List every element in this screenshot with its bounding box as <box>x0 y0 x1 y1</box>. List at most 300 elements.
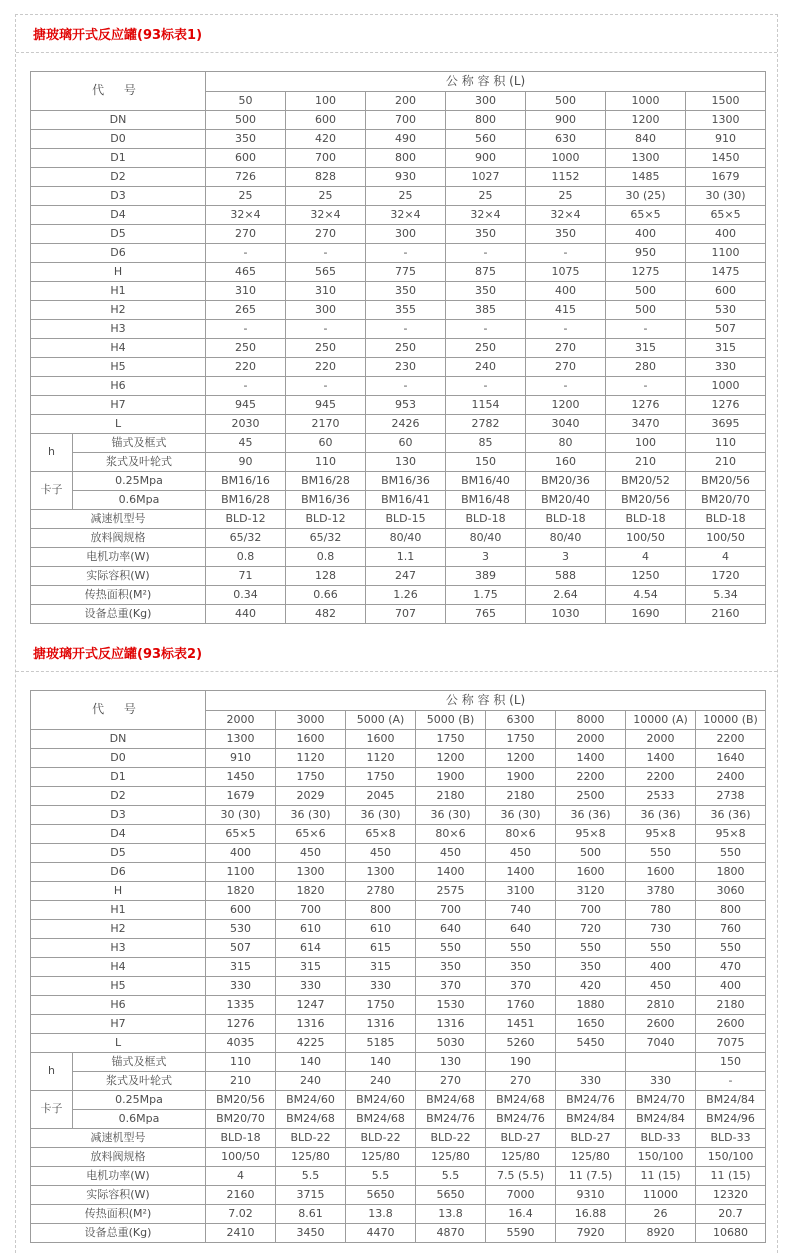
data-cell: 150 <box>446 453 526 472</box>
table-row <box>31 187 766 206</box>
table-row <box>31 920 766 939</box>
data-cell: 400 <box>626 958 696 977</box>
data-cell: 150/100 <box>626 1148 696 1167</box>
row-label: H3 <box>31 320 206 339</box>
data-cell: 250 <box>206 339 286 358</box>
data-cell: 565 <box>286 263 366 282</box>
table-row <box>31 749 766 768</box>
data-cell: 13.8 <box>416 1205 486 1224</box>
data-cell: 2030 <box>206 415 286 434</box>
data-cell: 385 <box>446 301 526 320</box>
data-cell: 3100 <box>486 882 556 901</box>
column-header: 500 <box>526 92 606 111</box>
table-row <box>31 1034 766 1053</box>
data-cell: 30 (30) <box>686 187 766 206</box>
data-cell: 1075 <box>526 263 606 282</box>
data-cell: 1679 <box>206 787 276 806</box>
table-row <box>31 225 766 244</box>
data-cell: 465 <box>206 263 286 282</box>
data-cell: 500 <box>606 301 686 320</box>
data-cell: 350 <box>526 225 606 244</box>
row-label: H7 <box>31 1015 206 1034</box>
data-cell: 550 <box>696 939 766 958</box>
table-row <box>31 168 766 187</box>
corner-header: 代 号 <box>31 691 206 730</box>
data-cell: 300 <box>366 225 446 244</box>
data-cell: 140 <box>276 1053 346 1072</box>
table-row <box>31 977 766 996</box>
table-row <box>31 863 766 882</box>
data-cell: 350 <box>486 958 556 977</box>
data-cell: BM16/36 <box>286 491 366 510</box>
data-cell: 2180 <box>486 787 556 806</box>
data-cell: 310 <box>206 282 286 301</box>
data-cell: BLD-33 <box>626 1129 696 1148</box>
data-cell: 25 <box>446 187 526 206</box>
row-label: 放料阀规格 <box>31 529 206 548</box>
table-row <box>31 939 766 958</box>
data-cell: 315 <box>686 339 766 358</box>
data-cell: BM16/36 <box>366 472 446 491</box>
data-cell: 80×6 <box>486 825 556 844</box>
data-cell: 900 <box>526 111 606 130</box>
data-cell: 1679 <box>686 168 766 187</box>
data-cell: 615 <box>346 939 416 958</box>
data-cell: 3 <box>526 548 606 567</box>
data-cell: 2180 <box>696 996 766 1015</box>
table-row <box>31 263 766 282</box>
table-row <box>31 434 766 453</box>
data-cell: 2000 <box>626 730 696 749</box>
data-cell: 65×5 <box>206 825 276 844</box>
data-cell: BM24/68 <box>276 1110 346 1129</box>
data-cell: 330 <box>276 977 346 996</box>
column-header: 50 <box>206 92 286 111</box>
data-cell: BM16/28 <box>206 491 286 510</box>
data-cell: - <box>366 244 446 263</box>
row-label: L <box>31 1034 206 1053</box>
row-label: H <box>31 263 206 282</box>
row-label: 放料阀规格 <box>31 1148 206 1167</box>
data-cell: 600 <box>206 149 286 168</box>
table-row <box>31 206 766 225</box>
data-cell: 400 <box>686 225 766 244</box>
data-cell: 2200 <box>556 768 626 787</box>
row-sublabel: 浆式及叶轮式 <box>73 453 206 472</box>
table-row <box>31 567 766 586</box>
data-cell: 550 <box>626 844 696 863</box>
group-label: h <box>31 434 73 472</box>
data-cell: BLD-12 <box>286 510 366 529</box>
data-cell: 125/80 <box>416 1148 486 1167</box>
data-cell: 95×8 <box>626 825 696 844</box>
data-cell: 0.34 <box>206 586 286 605</box>
data-cell: 1475 <box>686 263 766 282</box>
data-cell: 130 <box>366 453 446 472</box>
data-cell: 32×4 <box>366 206 446 225</box>
data-cell: BM24/84 <box>696 1091 766 1110</box>
row-label: D6 <box>31 244 206 263</box>
data-cell: 3450 <box>276 1224 346 1243</box>
row-sublabel: 0.6Mpa <box>73 491 206 510</box>
column-header: 2000 <box>206 711 276 730</box>
column-header: 10000 (A) <box>626 711 696 730</box>
row-label: D1 <box>31 149 206 168</box>
data-cell: 125/80 <box>556 1148 626 1167</box>
data-cell: 8.61 <box>276 1205 346 1224</box>
data-cell: - <box>526 320 606 339</box>
table-row <box>31 882 766 901</box>
data-cell: 640 <box>416 920 486 939</box>
data-cell: 13.8 <box>346 1205 416 1224</box>
data-cell: 2410 <box>206 1224 276 1243</box>
data-cell: - <box>446 377 526 396</box>
data-cell: 450 <box>416 844 486 863</box>
section-title-block-2 <box>16 634 777 672</box>
data-cell: 5030 <box>416 1034 486 1053</box>
data-cell: - <box>286 244 366 263</box>
data-cell: 270 <box>416 1072 486 1091</box>
data-cell: 350 <box>446 282 526 301</box>
table-row <box>31 510 766 529</box>
data-cell: BLD-18 <box>606 510 686 529</box>
data-cell: BM16/41 <box>366 491 446 510</box>
data-cell: BLD-22 <box>416 1129 486 1148</box>
table-row <box>31 415 766 434</box>
data-cell: BLD-22 <box>346 1129 416 1148</box>
data-cell: 470 <box>696 958 766 977</box>
data-cell: 247 <box>366 567 446 586</box>
data-cell: 2782 <box>446 415 526 434</box>
data-cell: BM24/76 <box>556 1091 626 1110</box>
row-label: DN <box>31 730 206 749</box>
data-cell: 1400 <box>556 749 626 768</box>
data-cell: 1276 <box>686 396 766 415</box>
row-label: H4 <box>31 339 206 358</box>
data-cell: 1750 <box>486 730 556 749</box>
row-sublabel: 0.25Mpa <box>73 1091 206 1110</box>
data-cell: 1200 <box>486 749 556 768</box>
table-row <box>31 901 766 920</box>
data-cell: 16.88 <box>556 1205 626 1224</box>
data-cell: 420 <box>286 130 366 149</box>
data-cell: 600 <box>206 901 276 920</box>
row-label: H5 <box>31 977 206 996</box>
group-label: h <box>31 1053 73 1091</box>
table-row <box>31 548 766 567</box>
data-cell: 100/50 <box>206 1148 276 1167</box>
data-cell: 330 <box>346 977 416 996</box>
corner-header: 代 号 <box>31 72 206 111</box>
row-label: H7 <box>31 396 206 415</box>
data-cell: 65/32 <box>206 529 286 548</box>
row-label: H <box>31 882 206 901</box>
row-label: 电机功率(W) <box>31 548 206 567</box>
data-cell: 160 <box>526 453 606 472</box>
data-cell: 2045 <box>346 787 416 806</box>
data-cell: 700 <box>416 901 486 920</box>
data-cell: 125/80 <box>346 1148 416 1167</box>
data-cell: BM24/96 <box>696 1110 766 1129</box>
table-row <box>31 1091 766 1110</box>
data-cell: 1530 <box>416 996 486 1015</box>
data-cell: 1154 <box>446 396 526 415</box>
data-cell: 5.5 <box>416 1167 486 1186</box>
data-cell: 7.02 <box>206 1205 276 1224</box>
table-row <box>31 130 766 149</box>
data-cell: 30 (30) <box>206 806 276 825</box>
group-label: 卡子 <box>31 472 73 510</box>
data-cell: 36 (36) <box>626 806 696 825</box>
table-row <box>31 996 766 1015</box>
data-cell: - <box>526 377 606 396</box>
data-cell: 900 <box>446 149 526 168</box>
data-cell: 1316 <box>346 1015 416 1034</box>
data-cell: BM16/28 <box>286 472 366 491</box>
table1-title: 搪玻璃开式反应罐(93标表1) <box>33 28 203 43</box>
data-cell: 1300 <box>346 863 416 882</box>
table-row <box>31 844 766 863</box>
data-cell: 2180 <box>416 787 486 806</box>
data-cell: 12320 <box>696 1186 766 1205</box>
data-cell: 270 <box>526 339 606 358</box>
data-cell: 3120 <box>556 882 626 901</box>
data-cell: 1720 <box>686 567 766 586</box>
table-header-row <box>31 691 766 711</box>
row-label: D4 <box>31 825 206 844</box>
data-cell: 1200 <box>526 396 606 415</box>
data-cell: 2780 <box>346 882 416 901</box>
data-cell: 80/40 <box>526 529 606 548</box>
data-cell: 100 <box>606 434 686 453</box>
section-title-block-1 <box>16 15 777 53</box>
data-cell: 36 (36) <box>556 806 626 825</box>
data-cell: 4225 <box>276 1034 346 1053</box>
data-cell: 25 <box>526 187 606 206</box>
data-cell: 350 <box>366 282 446 301</box>
data-cell: 65×6 <box>276 825 346 844</box>
data-cell: 210 <box>606 453 686 472</box>
row-sublabel: 0.6Mpa <box>73 1110 206 1129</box>
data-cell: 1400 <box>626 749 696 768</box>
data-cell: 2170 <box>286 415 366 434</box>
data-cell: 130 <box>416 1053 486 1072</box>
data-cell: 740 <box>486 901 556 920</box>
data-cell: BLD-27 <box>556 1129 626 1148</box>
table-row <box>31 1129 766 1148</box>
data-cell: 270 <box>286 225 366 244</box>
data-cell: BM16/40 <box>446 472 526 491</box>
data-cell: 490 <box>366 130 446 149</box>
data-cell: 400 <box>526 282 606 301</box>
data-cell: 507 <box>206 939 276 958</box>
data-cell: 1027 <box>446 168 526 187</box>
row-label: 实际容积(W) <box>31 567 206 586</box>
data-cell: 3715 <box>276 1186 346 1205</box>
data-cell: 350 <box>206 130 286 149</box>
data-cell: 1100 <box>686 244 766 263</box>
data-cell: 1820 <box>206 882 276 901</box>
data-cell: 36 (30) <box>416 806 486 825</box>
data-cell: 315 <box>346 958 416 977</box>
data-cell: 150/100 <box>696 1148 766 1167</box>
data-cell: 953 <box>366 396 446 415</box>
data-cell: 80×6 <box>416 825 486 844</box>
data-cell: 1450 <box>686 149 766 168</box>
row-label: L <box>31 415 206 434</box>
data-cell: 25 <box>206 187 286 206</box>
data-cell: 450 <box>486 844 556 863</box>
column-header: 5000 (B) <box>416 711 486 730</box>
data-cell: 32×4 <box>286 206 366 225</box>
data-cell: 1820 <box>276 882 346 901</box>
data-cell: 330 <box>626 1072 696 1091</box>
data-cell: 1300 <box>606 149 686 168</box>
data-cell: 550 <box>696 844 766 863</box>
data-cell: 315 <box>206 958 276 977</box>
data-cell: 800 <box>696 901 766 920</box>
table-row <box>31 1053 766 1072</box>
data-cell: 3695 <box>686 415 766 434</box>
data-cell: BLD-12 <box>206 510 286 529</box>
table-row <box>31 453 766 472</box>
data-cell: 95×8 <box>556 825 626 844</box>
data-cell: 1200 <box>606 111 686 130</box>
data-cell: - <box>696 1072 766 1091</box>
data-cell: 1750 <box>346 996 416 1015</box>
data-cell: 1600 <box>556 863 626 882</box>
data-cell: 730 <box>626 920 696 939</box>
data-cell: 2160 <box>206 1186 276 1205</box>
data-cell: 1750 <box>416 730 486 749</box>
data-cell: 1030 <box>526 605 606 624</box>
data-cell: - <box>206 244 286 263</box>
data-cell: 910 <box>686 130 766 149</box>
table-row <box>31 825 766 844</box>
table-row <box>31 1015 766 1034</box>
data-cell: 1400 <box>486 863 556 882</box>
row-label: H3 <box>31 939 206 958</box>
data-cell: 270 <box>486 1072 556 1091</box>
data-cell: 1120 <box>276 749 346 768</box>
data-cell: 630 <box>526 130 606 149</box>
data-cell: BM24/60 <box>346 1091 416 1110</box>
data-cell: 315 <box>276 958 346 977</box>
data-cell: - <box>606 377 686 396</box>
data-cell: 550 <box>416 939 486 958</box>
table-row <box>31 730 766 749</box>
data-cell: 800 <box>446 111 526 130</box>
data-cell: 4 <box>606 548 686 567</box>
data-cell: BLD-18 <box>446 510 526 529</box>
capacity-header: 公 称 容 积 (L) <box>206 691 766 711</box>
data-cell: - <box>366 320 446 339</box>
data-cell: 7040 <box>626 1034 696 1053</box>
table-row <box>31 586 766 605</box>
data-cell: 3470 <box>606 415 686 434</box>
table-row <box>31 1167 766 1186</box>
data-cell: 71 <box>206 567 286 586</box>
data-cell: 2600 <box>626 1015 696 1034</box>
data-cell: 128 <box>286 567 366 586</box>
row-label: 实际容积(W) <box>31 1186 206 1205</box>
table-row <box>31 1205 766 1224</box>
data-cell: 1450 <box>206 768 276 787</box>
data-cell: 1650 <box>556 1015 626 1034</box>
data-cell: 95×8 <box>696 825 766 844</box>
data-cell: 32×4 <box>206 206 286 225</box>
row-label: H5 <box>31 358 206 377</box>
data-cell: 1152 <box>526 168 606 187</box>
row-sublabel: 0.25Mpa <box>73 472 206 491</box>
data-cell: 100/50 <box>686 529 766 548</box>
data-cell: 65/32 <box>286 529 366 548</box>
data-cell: 1247 <box>276 996 346 1015</box>
data-cell: 400 <box>606 225 686 244</box>
data-cell: BLD-15 <box>366 510 446 529</box>
data-cell: 550 <box>556 939 626 958</box>
data-cell: 250 <box>366 339 446 358</box>
column-header: 100 <box>286 92 366 111</box>
data-cell: 400 <box>696 977 766 996</box>
data-cell: 11000 <box>626 1186 696 1205</box>
column-header: 10000 (B) <box>696 711 766 730</box>
data-cell: 370 <box>416 977 486 996</box>
data-cell: BM24/60 <box>276 1091 346 1110</box>
data-cell: 16.4 <box>486 1205 556 1224</box>
data-cell: 760 <box>696 920 766 939</box>
row-label: D6 <box>31 863 206 882</box>
row-label: 减速机型号 <box>31 1129 206 1148</box>
data-cell: 4470 <box>346 1224 416 1243</box>
data-cell: 550 <box>486 939 556 958</box>
data-cell: 500 <box>606 282 686 301</box>
data-cell: - <box>446 320 526 339</box>
data-cell: 2.64 <box>526 586 606 605</box>
data-cell: 415 <box>526 301 606 320</box>
data-cell: 389 <box>446 567 526 586</box>
data-cell: BM20/56 <box>606 491 686 510</box>
table-row <box>31 111 766 130</box>
data-cell: 7075 <box>696 1034 766 1053</box>
data-cell: 1200 <box>416 749 486 768</box>
data-cell: 530 <box>686 301 766 320</box>
data-cell: 1750 <box>346 768 416 787</box>
data-cell: 1275 <box>606 263 686 282</box>
data-cell: BLD-22 <box>276 1129 346 1148</box>
row-label: D0 <box>31 130 206 149</box>
data-cell: 2400 <box>696 768 766 787</box>
data-cell: 110 <box>286 453 366 472</box>
data-cell: 3060 <box>696 882 766 901</box>
table-row <box>31 282 766 301</box>
data-cell: 1600 <box>626 863 696 882</box>
data-cell <box>626 1053 696 1072</box>
data-cell: 1276 <box>206 1015 276 1034</box>
table-row <box>31 244 766 263</box>
data-cell: 330 <box>206 977 276 996</box>
data-cell: 1485 <box>606 168 686 187</box>
data-cell: 280 <box>606 358 686 377</box>
data-cell: 2200 <box>626 768 696 787</box>
data-cell: 945 <box>206 396 286 415</box>
column-header: 1500 <box>686 92 766 111</box>
row-label: H1 <box>31 282 206 301</box>
data-cell: BM20/56 <box>686 472 766 491</box>
data-cell: 300 <box>286 301 366 320</box>
row-label: 传热面积(M²) <box>31 1205 206 1224</box>
data-cell: 0.66 <box>286 586 366 605</box>
